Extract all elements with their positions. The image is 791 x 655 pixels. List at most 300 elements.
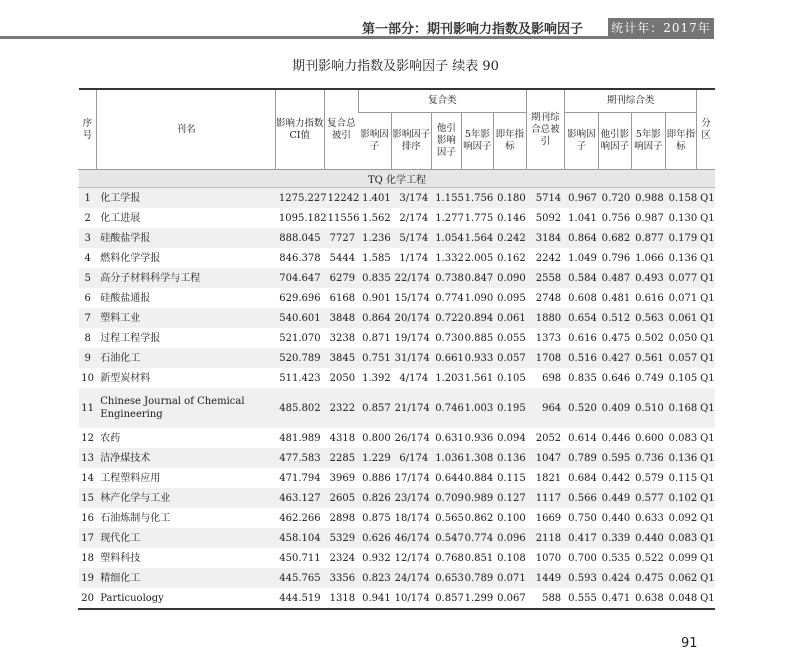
compound-other-if-cell: 0.774: [435, 292, 464, 304]
periodical-if-cell: 0.520: [565, 388, 598, 428]
ci-value-cell: 704.647: [275, 268, 324, 288]
compound-other-if-cell: 0.631: [435, 432, 464, 444]
periodical-cites-cell: 1669: [535, 512, 562, 524]
compound-other-if-cell: 1.054: [432, 228, 461, 248]
statistics-year-badge: 统计年：2017年: [608, 18, 714, 39]
periodical-other-if-cell: 0.595: [598, 448, 631, 468]
compound-cites-cell: 6279: [324, 268, 359, 288]
compound-if-rank-cell: 5/174: [391, 228, 432, 248]
compound-if-cell: 1.392: [362, 372, 391, 384]
col-header-periodical-other-if: 他引影响因子: [598, 113, 631, 170]
periodical-5y-if-cell: 0.475: [632, 568, 665, 588]
compound-immediacy-cell: 0.094: [497, 432, 526, 444]
col-header-compound-rank: 影响因子排序: [391, 113, 432, 170]
row-index-cell: 6: [84, 292, 91, 304]
journal-name-cell: 石油炼制与化工: [100, 512, 171, 524]
journal-name-cell: 工程塑料应用: [100, 472, 161, 484]
compound-if-cell: 0.941: [359, 588, 391, 609]
compound-5y-if-cell: 1.564: [461, 228, 493, 248]
compound-if-cell: 1.585: [362, 252, 391, 264]
compound-cites-cell: 11556: [327, 212, 360, 224]
periodical-5y-if-cell: 0.502: [635, 332, 664, 344]
periodical-cites-cell: 1880: [526, 308, 565, 328]
compound-other-if-cell: 0.661: [432, 348, 461, 368]
compound-immediacy-cell: 0.146: [497, 212, 526, 224]
compound-if-cell: 0.800: [362, 432, 391, 444]
periodical-if-cell: 1.041: [568, 212, 597, 224]
periodical-other-if-cell: 0.487: [598, 268, 631, 288]
table-row: [79, 308, 716, 328]
compound-other-if-cell: 1.203: [435, 372, 464, 384]
compound-cites-cell: 2050: [329, 372, 356, 384]
journal-name-cell: 农药: [100, 432, 121, 444]
table-row: [79, 268, 716, 288]
col-header-journal: 刊名: [97, 89, 276, 170]
table-row: [79, 528, 716, 548]
periodical-immediacy-cell: 0.105: [668, 372, 698, 384]
compound-5y-if-cell: 0.774: [461, 528, 493, 548]
col-header-periodical-5y-if: 5年影响因子: [632, 113, 665, 170]
compound-if-rank-cell: 18/174: [394, 512, 430, 524]
col-header-compound-if: 影响因子: [359, 113, 391, 170]
compound-if-rank-cell: 2/174: [399, 212, 429, 224]
compound-if-rank-cell: 4/174: [399, 372, 429, 384]
periodical-other-if-cell: 0.646: [601, 372, 631, 384]
zone-cell: Q1: [697, 568, 715, 588]
col-header-periodical-immediacy: 即年指标: [665, 113, 696, 170]
col-header-index: 序号: [79, 89, 97, 170]
zone-cell: Q1: [700, 472, 715, 484]
compound-if-cell: 1.401: [359, 188, 391, 209]
compound-other-if-cell: 1.277: [435, 212, 464, 224]
periodical-cites-cell: 2558: [526, 268, 565, 288]
periodical-5y-if-cell: 0.579: [635, 472, 664, 484]
periodical-other-if-cell: 0.427: [598, 348, 631, 368]
compound-if-rank-cell: 22/174: [391, 268, 432, 288]
compound-5y-if-cell: 1.756: [461, 188, 493, 209]
periodical-5y-if-cell: 0.563: [632, 308, 665, 328]
compound-if-rank-cell: 31/174: [391, 348, 432, 368]
row-index-cell: 14: [81, 472, 94, 484]
compound-if-rank-cell: 12/174: [394, 552, 430, 564]
table-row: [79, 568, 716, 588]
periodical-other-if-cell: 0.339: [598, 528, 631, 548]
col-header-compound-5y-if: 5年影响因子: [461, 113, 493, 170]
compound-5y-if-cell: 0.885: [464, 332, 494, 344]
compound-5y-if-cell: 0.789: [461, 568, 493, 588]
compound-if-rank-cell: 15/174: [394, 292, 430, 304]
periodical-cites-cell: 5092: [535, 212, 562, 224]
periodical-5y-if-cell: 0.877: [632, 228, 665, 248]
compound-immediacy-cell: 0.090: [494, 268, 527, 288]
ci-value-cell: 462.266: [279, 512, 321, 524]
compound-immediacy-cell: 0.127: [494, 488, 527, 508]
periodical-immediacy-cell: 0.102: [665, 488, 696, 508]
periodical-if-cell: 1.049: [568, 252, 597, 264]
periodical-immediacy-cell: 0.050: [668, 332, 698, 344]
periodical-5y-if-cell: 0.510: [632, 388, 665, 428]
impact-factor-table: [78, 88, 715, 610]
compound-other-if-cell: 0.746: [432, 388, 461, 428]
compound-immediacy-cell: 0.095: [497, 292, 526, 304]
compound-if-rank-cell: 24/174: [391, 568, 432, 588]
periodical-immediacy-cell: 0.099: [668, 552, 698, 564]
periodical-other-if-cell: 0.449: [598, 488, 631, 508]
compound-5y-if-cell: 0.989: [461, 488, 493, 508]
periodical-immediacy-cell: 0.057: [665, 348, 696, 368]
col-header-zone: 分区: [697, 89, 715, 170]
periodical-5y-if-cell: 0.600: [635, 432, 664, 444]
periodical-5y-if-cell: 0.493: [632, 268, 665, 288]
compound-cites-cell: 3969: [329, 472, 356, 484]
journal-name-cell: Chinese Journal of Chemical Engineering: [97, 388, 276, 428]
periodical-other-if-cell: 0.440: [601, 512, 631, 524]
compound-immediacy-cell: 0.067: [494, 588, 527, 609]
compound-5y-if-cell: 0.933: [461, 348, 493, 368]
periodical-cites-cell: 2052: [535, 432, 562, 444]
compound-5y-if-cell: 0.847: [461, 268, 493, 288]
ci-value-cell: 540.601: [275, 308, 324, 328]
table-row: [79, 208, 716, 228]
journal-name-cell: 洁净煤技术: [97, 448, 276, 468]
periodical-other-if-cell: 0.424: [598, 568, 631, 588]
zone-cell: Q1: [700, 212, 715, 224]
compound-if-cell: 1.236: [359, 228, 391, 248]
periodical-5y-if-cell: 0.577: [632, 488, 665, 508]
compound-immediacy-cell: 0.180: [494, 188, 527, 209]
compound-cites-cell: 1318: [324, 588, 359, 609]
journal-name-cell: 塑料工业: [97, 308, 276, 328]
periodical-if-cell: 0.750: [568, 512, 597, 524]
ci-value-cell: 463.127: [275, 488, 324, 508]
compound-other-if-cell: 0.644: [435, 472, 464, 484]
compound-if-rank-cell: 21/174: [391, 388, 432, 428]
compound-other-if-cell: 0.653: [432, 568, 461, 588]
compound-immediacy-cell: 0.242: [494, 228, 527, 248]
journal-name-cell: 现代化工: [97, 528, 276, 548]
compound-if-cell: 0.932: [362, 552, 391, 564]
compound-cites-cell: 2285: [324, 448, 359, 468]
compound-other-if-cell: 0.547: [432, 528, 461, 548]
row-index-cell: 16: [81, 512, 94, 524]
periodical-5y-if-cell: 0.987: [635, 212, 664, 224]
journal-name-cell: 硅酸盐学报: [97, 228, 276, 248]
periodical-immediacy-cell: 0.092: [668, 512, 698, 524]
running-header-title: 第一部分：期刊影响力指数及影响因子: [362, 22, 584, 37]
compound-immediacy-cell: 0.057: [494, 348, 527, 368]
compound-5y-if-cell: 1.090: [464, 292, 494, 304]
periodical-5y-if-cell: 0.522: [635, 552, 664, 564]
table-title: 期刊影响力指数及影响因子 续表 90: [292, 59, 499, 74]
compound-cites-cell: 3238: [329, 332, 356, 344]
row-index-cell: 5: [79, 268, 97, 288]
periodical-5y-if-cell: 0.736: [632, 448, 665, 468]
periodical-other-if-cell: 0.682: [598, 228, 631, 248]
compound-if-cell: 0.626: [359, 528, 391, 548]
ci-value-cell: 888.045: [275, 228, 324, 248]
row-index-cell: 3: [79, 228, 97, 248]
row-index-cell: 19: [79, 568, 97, 588]
zone-cell: Q1: [697, 268, 715, 288]
compound-immediacy-cell: 0.108: [497, 552, 526, 564]
compound-other-if-cell: 0.565: [435, 512, 464, 524]
compound-cites-cell: 3848: [324, 308, 359, 328]
periodical-immediacy-cell: 0.077: [665, 268, 696, 288]
compound-immediacy-cell: 0.195: [494, 388, 527, 428]
compound-other-if-cell: 1.155: [432, 188, 461, 209]
compound-immediacy-cell: 0.100: [497, 512, 526, 524]
periodical-other-if-cell: 0.409: [598, 388, 631, 428]
compound-cites-cell: 3356: [324, 568, 359, 588]
periodical-if-cell: 0.835: [568, 372, 597, 384]
table-row: [79, 588, 716, 609]
compound-other-if-cell: 0.709: [432, 488, 461, 508]
zone-cell: Q1: [697, 448, 715, 468]
table-row: [79, 448, 716, 468]
running-header: [0, 10, 791, 37]
table-row: [79, 488, 716, 508]
periodical-5y-if-cell: 0.616: [635, 292, 664, 304]
zone-cell: Q1: [700, 332, 715, 344]
compound-5y-if-cell: 0.851: [464, 552, 494, 564]
zone-cell: Q1: [697, 308, 715, 328]
periodical-immediacy-cell: 0.071: [668, 292, 698, 304]
periodical-5y-if-cell: 0.561: [632, 348, 665, 368]
row-index-cell: 10: [81, 372, 94, 384]
page-number: 91: [681, 636, 698, 651]
periodical-cites-cell: 2748: [535, 292, 562, 304]
zone-cell: Q1: [697, 228, 715, 248]
periodical-immediacy-cell: 0.168: [665, 388, 696, 428]
compound-other-if-cell: 0.730: [435, 332, 464, 344]
ci-value-cell: 846.378: [279, 252, 321, 264]
compound-if-rank-cell: 20/174: [391, 308, 432, 328]
compound-other-if-cell: 0.857: [432, 588, 461, 609]
compound-cites-cell: 12242: [324, 188, 359, 209]
periodical-other-if-cell: 0.512: [598, 308, 631, 328]
journal-name-cell: 石油化工: [97, 348, 276, 368]
periodical-immediacy-cell: 0.048: [665, 588, 696, 609]
periodical-5y-if-cell: 0.633: [635, 512, 664, 524]
table-row: [79, 368, 716, 388]
periodical-cites-cell: 964: [526, 388, 565, 428]
section-label: TQ 化学工程: [79, 170, 716, 188]
zone-cell: Q1: [697, 388, 715, 428]
row-index-cell: 18: [81, 552, 94, 564]
zone-cell: Q1: [697, 188, 715, 209]
periodical-cites-cell: 1708: [526, 348, 565, 368]
compound-if-rank-cell: 26/174: [394, 432, 430, 444]
compound-5y-if-cell: 0.936: [464, 432, 494, 444]
zone-cell: Q1: [700, 252, 715, 264]
compound-if-cell: 0.823: [359, 568, 391, 588]
col-group-compound: 复合类: [359, 89, 526, 113]
compound-if-rank-cell: 3/174: [391, 188, 432, 209]
periodical-immediacy-cell: 0.083: [665, 528, 696, 548]
table-row: [79, 548, 716, 568]
periodical-if-cell: 0.789: [565, 448, 598, 468]
table-row: [79, 388, 716, 428]
compound-5y-if-cell: 2.005: [464, 252, 494, 264]
compound-if-rank-cell: 46/174: [391, 528, 432, 548]
col-header-periodical-if: 影响因子: [565, 113, 598, 170]
compound-if-rank-cell: 19/174: [394, 332, 430, 344]
col-header-ci: 影响力指数CI值: [275, 89, 324, 170]
table-row: [79, 248, 716, 268]
compound-if-cell: 0.826: [359, 488, 391, 508]
journal-name-cell: 过程工程学报: [100, 332, 161, 344]
header-rule: [0, 36, 714, 39]
table-body: [79, 170, 716, 610]
ci-value-cell: 1275.227: [275, 188, 324, 209]
compound-if-cell: 0.886: [362, 472, 391, 484]
table-row: [79, 228, 716, 248]
periodical-other-if-cell: 0.796: [601, 252, 631, 264]
periodical-5y-if-cell: 0.988: [632, 188, 665, 209]
zone-cell: Q1: [697, 528, 715, 548]
compound-cites-cell: 2898: [329, 512, 356, 524]
ci-value-cell: 520.789: [275, 348, 324, 368]
periodical-other-if-cell: 0.481: [601, 292, 631, 304]
periodical-immediacy-cell: 0.115: [668, 472, 698, 484]
ci-value-cell: 471.794: [279, 472, 321, 484]
ci-value-cell: 629.696: [279, 292, 321, 304]
journal-name-cell: 精细化工: [97, 568, 276, 588]
ci-value-cell: 444.519: [275, 588, 324, 609]
compound-if-cell: 0.835: [359, 268, 391, 288]
periodical-other-if-cell: 0.442: [601, 472, 631, 484]
compound-immediacy-cell: 0.096: [494, 528, 527, 548]
table-row: [79, 508, 716, 528]
ci-value-cell: 450.711: [279, 552, 321, 564]
periodical-cites-cell: 588: [526, 588, 565, 609]
journal-name-cell: Particuology: [97, 588, 276, 609]
compound-cites-cell: 7727: [324, 228, 359, 248]
compound-cites-cell: 5329: [324, 528, 359, 548]
periodical-5y-if-cell: 0.638: [632, 588, 665, 609]
periodical-other-if-cell: 0.446: [601, 432, 631, 444]
journal-name-cell: 化工进展: [100, 212, 141, 224]
compound-cites-cell: 6168: [329, 292, 356, 304]
periodical-other-if-cell: 0.535: [601, 552, 631, 564]
periodical-if-cell: 0.608: [568, 292, 597, 304]
periodical-if-cell: 0.516: [565, 348, 598, 368]
compound-cites-cell: 4318: [329, 432, 356, 444]
periodical-if-cell: 0.555: [565, 588, 598, 609]
journal-name-cell: 化工学报: [97, 188, 276, 209]
periodical-immediacy-cell: 0.130: [668, 212, 698, 224]
table-row: [79, 348, 716, 368]
periodical-if-cell: 0.700: [568, 552, 597, 564]
journal-name-cell: 塑料科技: [100, 552, 141, 564]
periodical-other-if-cell: 0.471: [598, 588, 631, 609]
compound-if-rank-cell: 17/174: [394, 472, 430, 484]
periodical-other-if-cell: 0.720: [598, 188, 631, 209]
compound-cites-cell: 2324: [329, 552, 356, 564]
compound-if-cell: 0.864: [359, 308, 391, 328]
row-index-cell: 4: [84, 252, 91, 264]
compound-if-cell: 0.751: [359, 348, 391, 368]
row-index-cell: 17: [79, 528, 97, 548]
periodical-if-cell: 0.614: [568, 432, 597, 444]
compound-other-if-cell: 1.332: [435, 252, 464, 264]
journal-name-cell: 高分子材料科学与工程: [97, 268, 276, 288]
row-index-cell: 7: [79, 308, 97, 328]
periodical-other-if-cell: 0.475: [601, 332, 631, 344]
zone-cell: Q1: [700, 552, 715, 564]
periodical-cites-cell: 698: [542, 372, 562, 384]
col-header-compound-immediacy: 即年指标: [494, 113, 527, 170]
periodical-if-cell: 0.593: [565, 568, 598, 588]
row-index-cell: 13: [79, 448, 97, 468]
compound-if-cell: 0.857: [359, 388, 391, 428]
periodical-cites-cell: 3184: [526, 228, 565, 248]
compound-if-rank-cell: 6/174: [391, 448, 432, 468]
table-row: [79, 188, 716, 209]
compound-cites-cell: 2322: [324, 388, 359, 428]
row-index-cell: 1: [79, 188, 97, 209]
compound-immediacy-cell: 0.136: [494, 448, 527, 468]
zone-cell: Q1: [697, 348, 715, 368]
ci-value-cell: 511.423: [279, 372, 321, 384]
compound-immediacy-cell: 0.061: [494, 308, 527, 328]
periodical-other-if-cell: 0.756: [601, 212, 631, 224]
zone-cell: Q1: [700, 292, 715, 304]
journal-name-cell: 林产化学与工业: [97, 488, 276, 508]
compound-5y-if-cell: 1.003: [461, 388, 493, 428]
periodical-5y-if-cell: 0.440: [632, 528, 665, 548]
zone-cell: Q1: [700, 372, 715, 384]
row-index-cell: 15: [79, 488, 97, 508]
compound-5y-if-cell: 0.862: [464, 512, 494, 524]
compound-if-cell: 1.229: [359, 448, 391, 468]
periodical-cites-cell: 2118: [526, 528, 565, 548]
ci-value-cell: 1095.182: [278, 212, 327, 224]
row-index-cell: 9: [79, 348, 97, 368]
periodical-cites-cell: 1373: [535, 332, 562, 344]
periodical-cites-cell: 1821: [535, 472, 562, 484]
compound-if-rank-cell: 10/174: [391, 588, 432, 609]
periodical-cites-cell: 1047: [526, 448, 565, 468]
table-row: [79, 468, 716, 488]
periodical-immediacy-cell: 0.136: [665, 448, 696, 468]
compound-cites-cell: 5444: [329, 252, 356, 264]
periodical-immediacy-cell: 0.158: [665, 188, 696, 209]
periodical-if-cell: 0.684: [568, 472, 597, 484]
table-row: [79, 328, 716, 348]
compound-immediacy-cell: 0.055: [497, 332, 526, 344]
compound-if-cell: 0.875: [362, 512, 391, 524]
periodical-5y-if-cell: 1.066: [635, 252, 664, 264]
periodical-if-cell: 0.566: [565, 488, 598, 508]
periodical-immediacy-cell: 0.062: [665, 568, 696, 588]
compound-if-cell: 1.562: [362, 212, 391, 224]
compound-immediacy-cell: 0.071: [494, 568, 527, 588]
journal-name-cell: 燃料化学学报: [100, 252, 161, 264]
col-header-periodical-cites: 期刊综合总被引: [526, 89, 565, 170]
row-index-cell: 11: [79, 388, 97, 428]
periodical-if-cell: 0.616: [568, 332, 597, 344]
periodical-cites-cell: 1070: [535, 552, 562, 564]
section-row: [79, 170, 716, 188]
periodical-immediacy-cell: 0.083: [668, 432, 698, 444]
periodical-immediacy-cell: 0.136: [668, 252, 698, 264]
periodical-5y-if-cell: 0.749: [635, 372, 664, 384]
compound-immediacy-cell: 0.162: [497, 252, 526, 264]
compound-if-cell: 0.871: [362, 332, 391, 344]
compound-other-if-cell: 0.722: [432, 308, 461, 328]
periodical-if-cell: 0.654: [565, 308, 598, 328]
